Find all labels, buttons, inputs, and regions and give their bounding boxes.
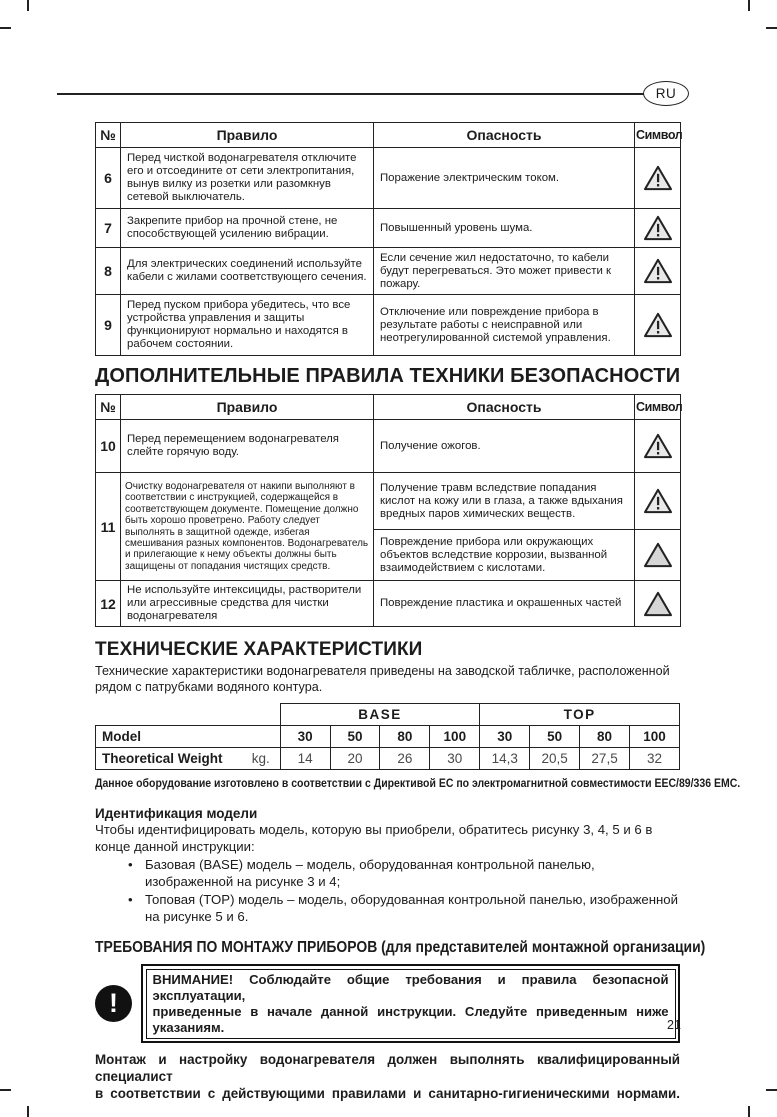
table-header-row: [96, 395, 681, 420]
model-row-label: Model: [96, 726, 281, 748]
column-header-symbol: Символ: [635, 395, 681, 420]
group-header-top: TOP: [480, 704, 680, 726]
attention-text-line: ВНИМАНИЕ! Соблюдайте общие требования и правила безопасной эксплуатации,: [152, 971, 669, 1003]
rule-text: Закрепите прибор на прочной стене, не способствующей усилению вибрации.: [121, 209, 374, 248]
rule-number: 7: [96, 209, 121, 248]
section-heading-technical: ТЕХНИЧЕСКИЕ ХАРАКТЕРИСТИКИ: [95, 639, 423, 660]
column-header-danger: Опасность: [374, 123, 635, 148]
technical-data-table: [95, 703, 680, 770]
crop-mark: [766, 1089, 777, 1091]
page-number: 21: [667, 1018, 681, 1032]
warning-triangle-icon: [635, 420, 681, 473]
rule-number: 6: [96, 148, 121, 209]
table-row-weight: [96, 748, 680, 770]
weight-value: 30: [430, 748, 480, 770]
model-value: 30: [480, 726, 530, 748]
exclamation-circle-icon: [95, 985, 132, 1022]
group-header-base: BASE: [280, 704, 480, 726]
rule-number: 11: [96, 473, 121, 581]
crop-mark: [0, 27, 11, 29]
empty-corner-cell: [96, 704, 281, 726]
column-header-rule: Правило: [121, 123, 374, 148]
attention-text-line: приведенные в начале данной инструкции. Следуйте приведенным ниже указаниям.: [152, 1003, 669, 1035]
table-row: [96, 148, 681, 209]
rule-text: Перед перемещением водонагревателя слейте горячую воду.: [121, 420, 374, 473]
danger-text: Если сечение жил недостаточно, то кабели будут перегреваться. Это может привести к пожару.: [374, 248, 635, 295]
rule-number: 9: [96, 295, 121, 356]
crop-mark: [0, 1089, 11, 1091]
safety-rules-table-2: [95, 394, 681, 627]
danger-text: Повреждение прибора или окружающих объектов вследствие коррозии, вызванной взаимодействием с кислотами.: [374, 530, 635, 581]
model-identification-intro: Чтобы идентифицировать модель, которую вы приобрели, обратитесь рисунку 3, 4, 5 и 6 в конце данной инструкции:: [95, 822, 653, 854]
attention-box-inner: [146, 969, 676, 1039]
installation-note: [95, 1051, 680, 1102]
weight-value: 20,5: [530, 748, 580, 770]
model-value: 50: [330, 726, 380, 748]
rule-text: Для электрических соединений используйте кабели с жилами соответствующего сечения.: [121, 248, 374, 295]
crop-mark: [766, 27, 777, 29]
rule-text: Перед пуском прибора убедитесь, что все устройства управления и защиты функционируют нормально и находятся в рабочем состоянии.: [121, 295, 374, 356]
weight-value: 20: [330, 748, 380, 770]
rule-number: 8: [96, 248, 121, 295]
exclamation-mark: !: [109, 988, 118, 1018]
installation-note-line: в соответствии с действующими правилами и санитарно-гигиеническими нормами.: [95, 1086, 680, 1101]
column-header-number: №: [96, 395, 121, 420]
table-row: [96, 420, 681, 473]
list-item: • Топовая (TOP) модель – модель, оборудованная контрольной панелью, изображенной на рисунке 5 и 6.: [145, 892, 680, 925]
warning-triangle-icon: [635, 473, 681, 530]
grey-triangle-icon: [635, 581, 681, 627]
column-header-symbol: Символ: [635, 123, 681, 148]
danger-text: Поражение электрическим током.: [374, 148, 635, 209]
danger-text: Повышенный уровень шума.: [374, 209, 635, 248]
crop-mark: [27, 0, 29, 11]
table-row-model: [96, 726, 680, 748]
model-value: 80: [380, 726, 430, 748]
language-badge-label: RU: [655, 86, 677, 101]
page-content: [95, 110, 741, 1102]
mounting-requirements-heading: ТРЕБОВАНИЯ ПО МОНТАЖУ ПРИБОРОВ (для представителей монтажной организации): [95, 939, 706, 956]
table-row: [96, 581, 681, 627]
header-rule: [57, 93, 645, 95]
model-value: 100: [430, 726, 480, 748]
column-header-danger: Опасность: [374, 395, 635, 420]
weight-row-label: [96, 748, 281, 770]
list-item: • Базовая (BASE) модель – модель, оборудованная контрольной панелью, изображенной на рисунке 3 и 4;: [145, 857, 680, 890]
section-heading-additional-rules: ДОПОЛНИТЕЛЬНЫЕ ПРАВИЛА ТЕХНИКИ БЕЗОПАСНОСТИ: [95, 365, 681, 387]
danger-text: Отключение или повреждение прибора в результате работы с неисправной или неотрегулированной системой управления.: [374, 295, 635, 356]
weight-value: 26: [380, 748, 430, 770]
model-value: 50: [530, 726, 580, 748]
model-value: 30: [280, 726, 330, 748]
crop-mark: [748, 0, 750, 11]
rule-number: 10: [96, 420, 121, 473]
table-row: [96, 248, 681, 295]
safety-rules-table-1: [95, 122, 681, 356]
grey-triangle-icon: [635, 530, 681, 581]
weight-value: 14: [280, 748, 330, 770]
table-row: [96, 473, 681, 530]
technical-intro-text: Технические характеристики водонагревателя приведены на заводской табличке, расположенной рядом с патрубками водяного контура.: [95, 664, 670, 694]
model-identification-list: [95, 857, 680, 925]
danger-text: Получение ожогов.: [374, 420, 635, 473]
rule-number: 12: [96, 581, 121, 627]
weight-value: 14,3: [480, 748, 530, 770]
weight-unit: kg.: [251, 751, 270, 766]
warning-triangle-icon: [635, 148, 681, 209]
table-group-row: [96, 704, 680, 726]
danger-text: Повреждение пластика и окрашенных частей: [374, 581, 635, 627]
attention-block: [95, 964, 680, 1043]
language-badge: [643, 81, 689, 106]
installation-note-line: Монтаж и настройку водонагревателя должен выполнять квалифицированный специалист: [95, 1052, 680, 1084]
attention-box: [141, 964, 680, 1043]
warning-triangle-icon: [635, 295, 681, 356]
warning-triangle-icon: [635, 248, 681, 295]
model-identification-heading: Идентификация модели: [95, 806, 258, 821]
weight-value: 27,5: [580, 748, 630, 770]
column-header-number: №: [96, 123, 121, 148]
danger-text: Получение травм вследствие попадания кислот на кожу или в глаза, а также вдыхания вредных паров химических веществ.: [374, 473, 635, 530]
model-value: 80: [580, 726, 630, 748]
compliance-footnote: Данное оборудование изготовлено в соответствии с Директивой ЕС по электромагнитной совместимости EEC/89/336 EMC.: [95, 777, 741, 790]
rule-text: Перед чисткой водонагревателя отключите его и отсоедините от сети электропитания, вынув вилку из розетки или разомкнув сетевой выключатель.: [121, 148, 374, 209]
weight-value: 32: [630, 748, 680, 770]
crop-mark: [748, 1106, 750, 1117]
rule-text: Не используйте интексициды, растворители или агрессивные средства для чистки водонагревателя: [121, 581, 374, 627]
rule-text: Очистку водонагревателя от накипи выполняют в соответствии с инструкцией, содержащейся в соответствующем документе. Помещение должно быть хорошо проветрено. Работу следует выполнять в защитной одежде, избегая смешивания разных компонентов. Водонагреватель и прилегающие к нему объекты должны быть защищены от попадания чистящих средств.: [121, 473, 374, 581]
table-row: [96, 209, 681, 248]
weight-label: Theoretical Weight: [102, 751, 223, 766]
model-value: 100: [630, 726, 680, 748]
warning-triangle-icon: [635, 209, 681, 248]
column-header-rule: Правило: [121, 395, 374, 420]
table-header-row: [96, 123, 681, 148]
crop-mark: [27, 1106, 29, 1117]
table-row: [96, 295, 681, 356]
